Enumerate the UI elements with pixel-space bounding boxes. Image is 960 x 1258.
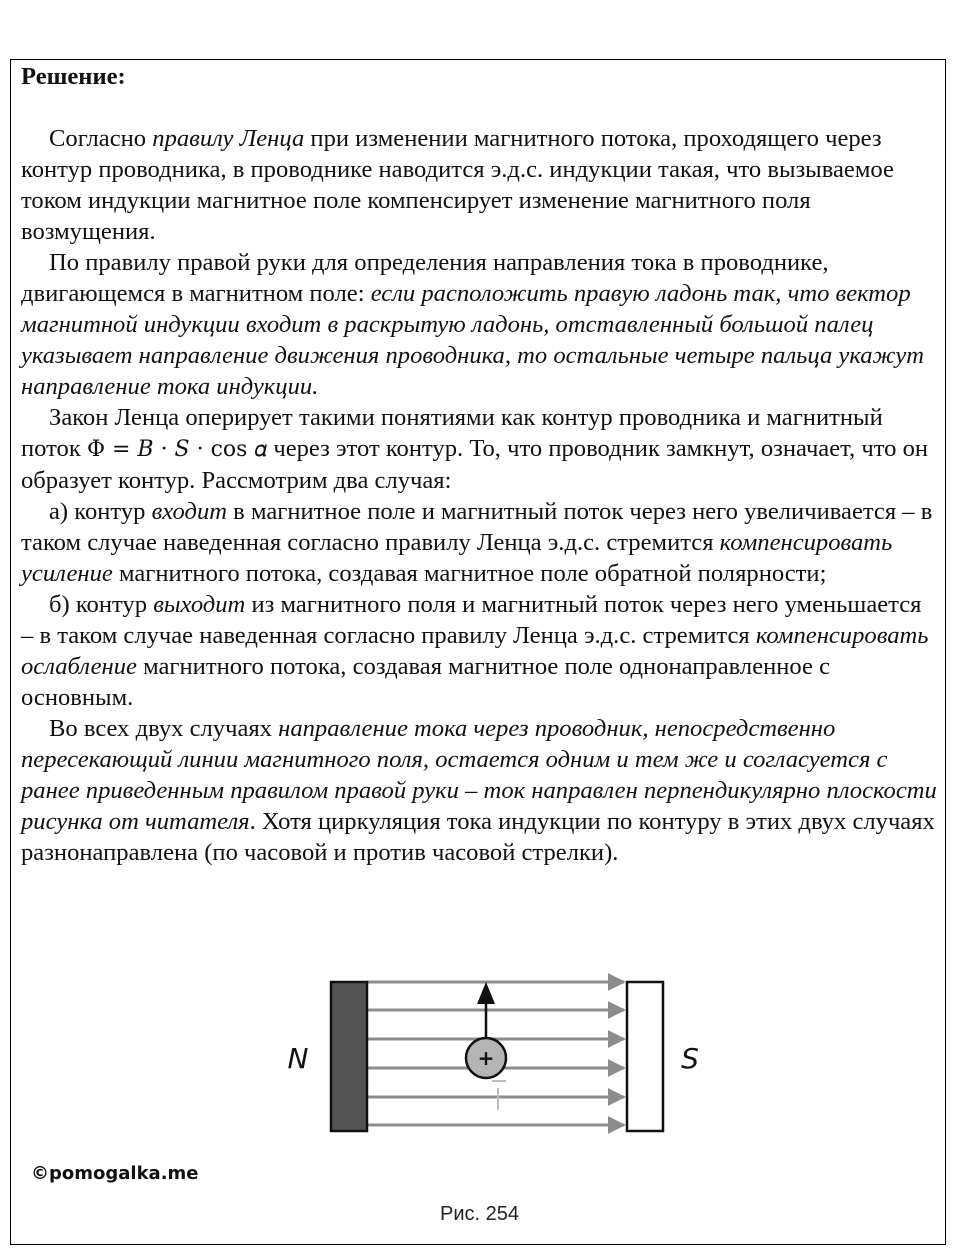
solution-heading: Решение: (21, 63, 126, 90)
paragraph-magnetic-flux (21, 402, 939, 496)
text: По правилу правой руки для определения направления тока в проводнике, двигающемся в магнитном поле: (21, 249, 829, 307)
text: б) контур (49, 591, 154, 618)
magnet-north (331, 982, 367, 1131)
velocity-arrow-head (477, 982, 495, 1004)
text: магнитного потока, создавая магнитное поле обратной полярности; (112, 560, 827, 587)
text: . Хотя циркуляция тока индукции по контуру в этих двух случаях разнонаправлена (по часовой и против часовой стрелки). (21, 808, 935, 866)
figure-caption: Рис. 254 (440, 1203, 519, 1225)
emphasis: правилу Ленца (152, 125, 305, 152)
text: магнитного потока, создавая магнитное поле однонаправленное с основным. (21, 653, 831, 711)
magnet-south (627, 982, 663, 1131)
paragraph-lenz-rule (21, 123, 939, 247)
pole-n-label: N (287, 1042, 309, 1075)
conductor-plus-sign: + (477, 1046, 495, 1070)
text: из магнитного поля и магнитный поток через него уменьшается – в таком случае наведенная согласно правилу Ленца э.д.с. стремится (21, 591, 922, 649)
text: Согласно (49, 125, 153, 152)
solution-text (21, 61, 939, 868)
flux-formula: Φ = 𝐵 · 𝑆 · cos 𝛼 (86, 437, 268, 462)
pole-s-label: S (681, 1042, 699, 1075)
text: Во всех двух случаях (49, 715, 279, 742)
text: при изменении магнитного потока, проходящего через контур проводника, в проводнике наводится э.д.с. индукции такая, что вызываемое током индукции магнитное поле компенсирует изменение магнитного поля возмущения. (21, 125, 894, 245)
emphasis: компенсировать ослабление (21, 622, 929, 680)
emphasis: направление тока через проводник, непосредственно пересекающий линии магнитного поля, остается одним и тем же и согласуется с ранее приведенным правилом правой руки – ток направлен перпендикулярно плоскости рисунка от читателя (21, 715, 937, 835)
text: Закон Ленца оперирует такими понятиями как контур проводника и магнитный поток (21, 404, 883, 462)
emphasis: выходит (153, 591, 246, 618)
magnetic-field-figure (270, 962, 710, 1152)
watermark: ©pomogalka.me (31, 1163, 199, 1184)
paragraph-right-hand-rule (21, 247, 939, 402)
text: через этот контур. То, что проводник замкнут, означает, что он образует контур. Рассмотрим два случая: (21, 435, 929, 494)
emphasis: если расположить правую ладонь так, что вектор магнитной индукции входит в раскрытую ладонь, отставленный большой палец указывает направление движения проводника, то остальные четыре пальца укажут направление тока индукции. (21, 280, 925, 400)
paragraph-case-b (21, 589, 939, 713)
paragraph-conclusion (21, 713, 939, 868)
paragraph-case-a (21, 496, 939, 589)
text: а) контур (49, 498, 152, 525)
emphasis: входит (151, 498, 228, 525)
emphasis: компенсировать усиление (21, 529, 893, 587)
text: в магнитное поле и магнитный поток через него увеличивается – в таком случае наведенная согласно правилу Ленца э.д.с. стремится (21, 498, 933, 556)
